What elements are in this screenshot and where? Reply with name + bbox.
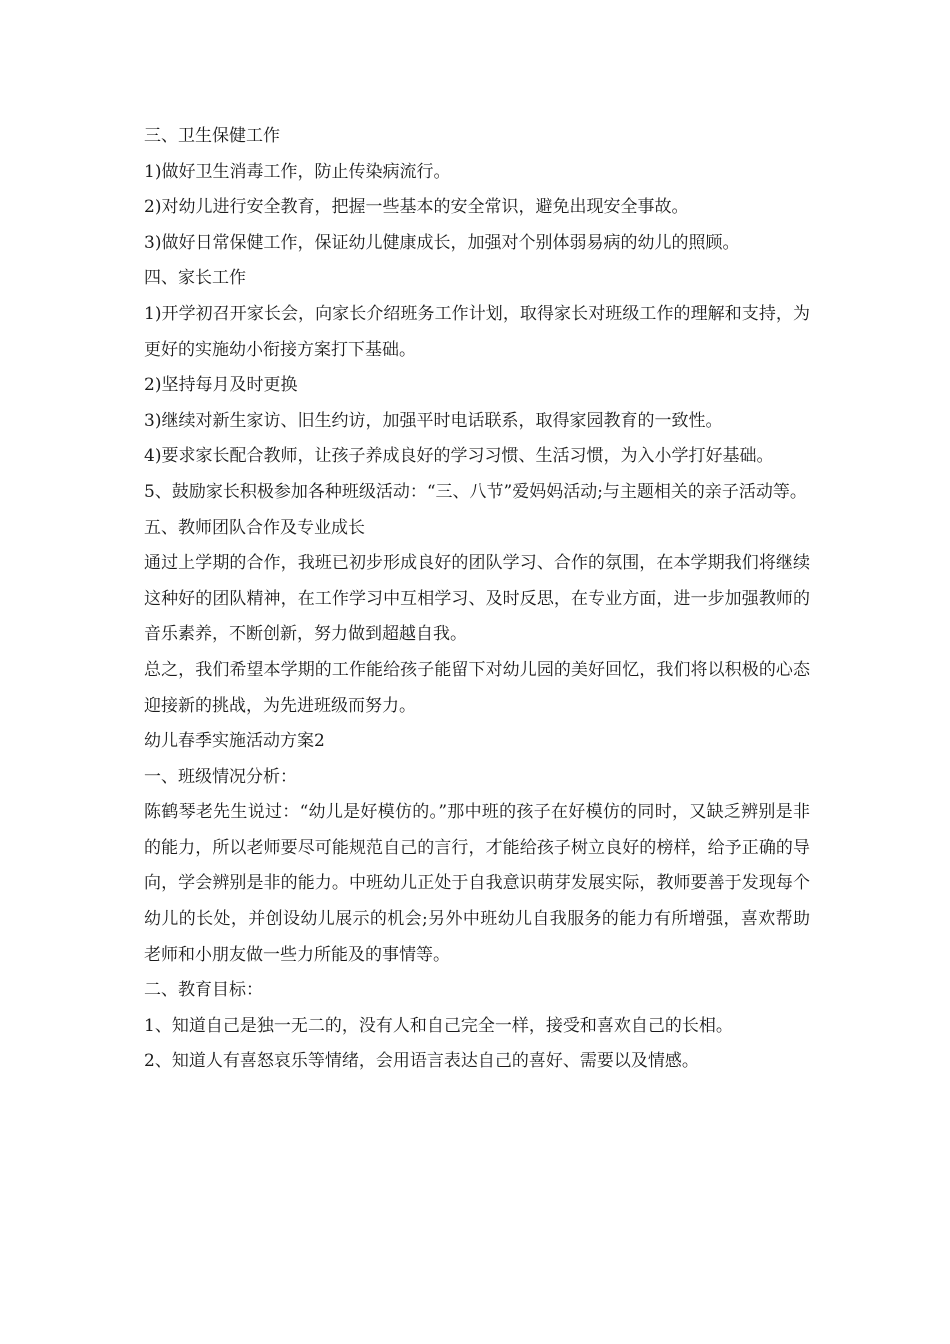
paragraph: 2、知道人有喜怒哀乐等情绪，会用语言表达自己的喜好、需要以及情感。 [144, 1051, 699, 1072]
section-heading-hygiene: 三、卫生保健工作 [144, 126, 280, 146]
paragraph: 5、鼓励家长积极参加各种班级活动：“三、八节”爱妈妈活动;与主题相关的亲子活动等。 [144, 481, 807, 502]
paragraph: 通过上学期的合作，我班已初步形成良好的团队学习、合作的氛围，在本学期我们将继续这种好的团队精神，在工作学习中互相学习、及时反思，在专业方面，进一步加强教师的音乐素养，不断创新，努力做到超越自我。 [144, 553, 810, 645]
section-heading-class-analysis: 一、班级情况分析： [144, 766, 297, 787]
paragraph: 2)坚持每月及时更换 [144, 375, 298, 396]
paragraph: 3)继续对新生家访、旧生约访，加强平时电话联系，取得家园教育的一致性。 [144, 410, 723, 431]
paragraph: 总之，我们希望本学期的工作能给孩子能留下对幼儿园的美好回忆，我们将以积极的心态迎接新的挑战，为先进班级而努力。 [144, 659, 810, 716]
paragraph: 1)开学初召开家长会，向家长介绍班务工作计划，取得家长对班级工作的理解和支持，为更好的实施幼小衔接方案打下基础。 [144, 303, 810, 360]
section-heading-teachers: 五、教师团队合作及专业成长 [144, 517, 365, 538]
paragraph: 陈鹤琴老先生说过：“幼儿是好模仿的。”那中班的孩子在好模仿的同时，又缺乏辨别是非的能力，所以老师要尽可能规范自己的言行，才能给孩子树立良好的榜样，给予正确的导向，学会辨别是非的能力。中班幼儿正处于自我意识萌芽发展实际，教师要善于发现每个幼儿的长处，并创设幼儿展示的机会;另外中班幼儿自我服务的能力有所增强，喜欢帮助老师和小朋友做一些力所能及的事情等。 [144, 802, 810, 965]
paragraph: 1、知道自己是独一无二的，没有人和自己完全一样，接受和喜欢自己的长相。 [144, 1015, 733, 1036]
section-heading-parents: 四、家长工作 [144, 268, 246, 289]
paragraph: 4)要求家长配合教师，让孩子养成良好的学习习惯、生活习惯，为入小学打好基础。 [144, 446, 774, 467]
paragraph: 2)对幼儿进行安全教育，把握一些基本的安全常识，避免出现安全事故。 [144, 197, 689, 218]
section-heading-goals: 二、教育目标： [144, 980, 263, 1001]
paragraph: 1)做好卫生消毒工作，防止传染病流行。 [144, 161, 451, 182]
paragraph: 3)做好日常保健工作，保证幼儿健康成长，加强对个别体弱易病的幼儿的照顾。 [144, 232, 740, 253]
document-subtitle: 幼儿春季实施活动方案2 [144, 731, 325, 752]
document-body [144, 119, 810, 1080]
